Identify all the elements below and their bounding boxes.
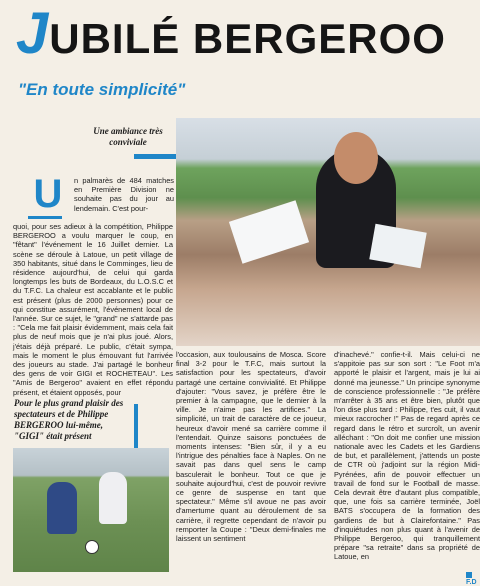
drop-cap: U	[33, 172, 63, 216]
title-rest: UBILÉ BERGEROO	[49, 15, 446, 62]
paragraph: d'inachevé." confie-t-il. Mais celui-ci ne s'appitoie pas sur son sort : "Le Foot m'a apporté le plaisir et l'argent, mais je lui ai donné ma jeunesse." Un principe synonyme de conscience professionnelle : "Je préfère m'arrêter à 35 ans et être bien, plutôt que l'on dise plus tard : Philippe, t'es cuit, il vaut mieux raccrocher !" Pas de regard après ce regard dans le rétro et surcroît, un avenir alléchant : "On doit me confier une mission nationale avec les Cadets et les Gardiens de but, et parallèlement, j'attends un poste de CTR où j'adjoint sur la région Midi-Pyrénées, afin de pouvoir effectuer un travail de fond sur le Football de masse. Cela devrait être d'autant plus compatible, que, une fois sa carrière terminée, Joël BATS s'occupera de la formation des gardiens de but à Clairefontaine." Pas d'inquiétudes non plus quant à l'avenir de Philippe Bergeroo, qui tranquillement prépare "sa retraite" dans sa propriété de Latoue, en	[334, 350, 480, 562]
decorative-bar	[134, 404, 138, 448]
drop-cap-underline	[28, 216, 62, 219]
column-2	[176, 350, 326, 545]
main-photo	[176, 118, 480, 346]
paragraph: quoi, pour ses adieux à la compétition, Philippe BERGEROO a voulu marquer le coup, en "fêtant" l'événement le 16 Juillet dernier. La scène se déroule à Latoue, un petit village de 350 habitants, situé dans le Comminges, lieu de résidence aujourd'hui, de celui qui garda longtemps les buts de Bordeaux, du L.O.S.C et du T.F.C. La chaleur est accablante et le public est présent (plus de 2000 personnes) pour ce qui constitue assurément, l'événement local de l'année. Sur ce sujet, le "grand" ne s'attarde pas : "Cela me fait plaisir évidemment, mais cela fait plus de neuf mois que je n'ai plus joué. Alors, j'étais déjà préparé. Le public, c'était sympa, mais le moment le plus émouvant fut l'arrivée des joueurs au stade. J'ai partagé le bonheur des gens de voir GIGI et ROCHETEAU". Les "Amis de Bergeroo" avaient en effet répondu présent, et étaient opposés, pour	[13, 222, 173, 397]
photo-caption-bottom: Pour le plus grand plaisir des spectateurs et de Philippe BERGEROO lui-même, "GIGI" était présent	[14, 398, 124, 441]
paragraph: n palmarès de 484 matches en Première Division ne souhaite pas du jour au lendemain. C'est pour-	[74, 176, 174, 213]
photo-caption-top: Une ambiance très conviviale	[93, 126, 163, 147]
square-icon	[466, 572, 472, 578]
photo-paper-shape	[229, 200, 309, 263]
photo-head-shape	[334, 132, 378, 184]
photo-player-shape	[47, 482, 77, 534]
column-1-intro	[74, 176, 174, 215]
column-1-body	[13, 222, 173, 399]
title-initial: J	[16, 1, 50, 66]
article-subtitle: "En toute simplicité"	[18, 80, 186, 99]
photo-player-shape	[99, 472, 127, 524]
paragraph: l'occasion, aux toulousains de Mosca. Score final 3-2 pour le T.F.C, mais surtout la satisfaction pour les spectateurs, d'avoir partagé une certaine convivialité. Et Philippe d'ajouter: "Vous savez, je préfère être le premier à la campagne, que le dernier à la ville. Je n'aime pas les artifices." La simplicité, un trait de caractère de ce joueur, heureux d'avoir mené sa carrière comme il l'entendait. Quinze saisons ponctuées de moments intenses: "Bien sûr, il y a eu l'intrigue des pénalties face à Naples. On ne savait pas dans quel sens le camp basculerait le bonheur. Tout ce que je souhaite aujourd'hui, c'est de pouvoir revivre ce genre de suspense en tant que spectateur." Même s'il avoue ne pas avoir d'amertume quant au déroulement de sa carrière, il regrette cependant de n'avoir pu remporter la Coupe : "Deux demi-finales me laissent un sentiment	[176, 350, 326, 544]
article-title	[16, 0, 446, 67]
column-3	[334, 350, 480, 564]
match-photo	[13, 448, 169, 572]
author-initials: F.D	[466, 579, 477, 586]
photo-ball-shape	[85, 540, 99, 554]
